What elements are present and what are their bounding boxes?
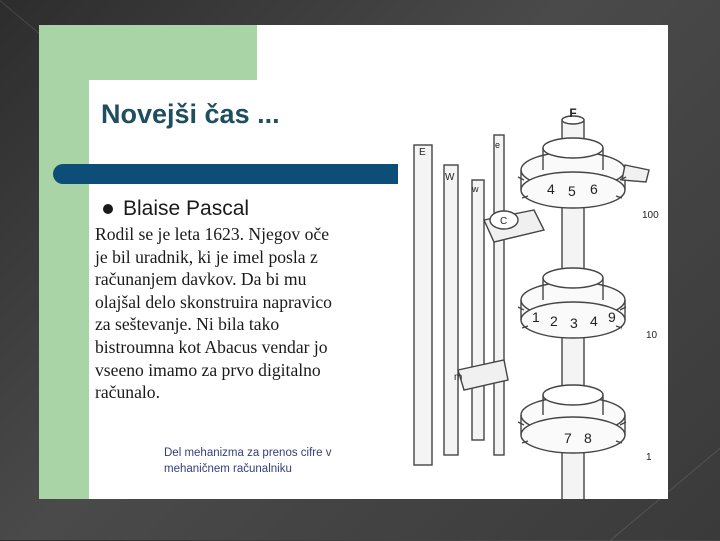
- body-line: olajšal delo skonstruira napravico: [95, 291, 332, 312]
- rod-label-e: E: [419, 147, 426, 158]
- middle-digit: 1: [532, 309, 540, 325]
- title-underline-bar: [53, 164, 398, 184]
- bullet-text: Blaise Pascal: [123, 197, 250, 220]
- side-value: 10: [646, 330, 658, 341]
- top-digit: 6: [590, 181, 598, 197]
- rod-label-w: W: [445, 172, 455, 183]
- body-line: vseeno imamo za prvo digitalno: [95, 359, 321, 380]
- body-line: za seštevanje. Ni bila tako: [95, 314, 280, 335]
- body-line: je bil uradnik, ki je imel posla z: [95, 246, 318, 267]
- rod-back: [494, 135, 504, 455]
- middle-digit: 2: [550, 313, 558, 329]
- middle-digit: 3: [570, 315, 578, 331]
- rod-e: [414, 145, 432, 465]
- body-line: bistroumna kot Abacus vendar jo: [95, 336, 328, 357]
- body-line: računanjem davkov. Da bi mu: [95, 269, 307, 290]
- rod-w: [444, 165, 458, 455]
- slide-accent-side: [39, 25, 89, 499]
- bullet-item: [103, 197, 249, 221]
- slide-title: Novejši čas ...: [101, 99, 280, 129]
- middle-digit: 9: [608, 309, 616, 325]
- caption-line: Del mehanizma za prenos cifre v: [164, 447, 332, 459]
- body-paragraph: [95, 223, 391, 404]
- bottom-gear: [521, 385, 625, 453]
- body-line: računalo.: [95, 382, 160, 403]
- lever-label-c: C: [500, 216, 508, 227]
- lever-label-m: m: [454, 372, 463, 383]
- side-value: 1: [646, 452, 652, 463]
- rod-label-e-small: e: [495, 140, 501, 150]
- shaft-label-f: F: [569, 106, 577, 120]
- top-digit: 4: [547, 181, 555, 197]
- rod-label-w-small: w: [472, 184, 479, 194]
- rod-w-small: [472, 180, 484, 440]
- slide: [39, 25, 668, 499]
- bottom-digit: 7: [564, 430, 572, 446]
- bottom-digit: 8: [584, 430, 592, 446]
- pascaline-mechanism-illustration: [384, 70, 668, 499]
- top-digit: 5: [568, 183, 576, 199]
- bullet-icon: [103, 204, 113, 214]
- figure-caption: [164, 445, 379, 477]
- body-line: Rodil se je leta 1623. Njegov oče: [95, 224, 330, 244]
- side-value: 100: [642, 210, 659, 221]
- caption-line: mehaničnem računalniku: [164, 463, 292, 475]
- side-lever: [622, 165, 649, 182]
- middle-digit: 4: [590, 313, 598, 329]
